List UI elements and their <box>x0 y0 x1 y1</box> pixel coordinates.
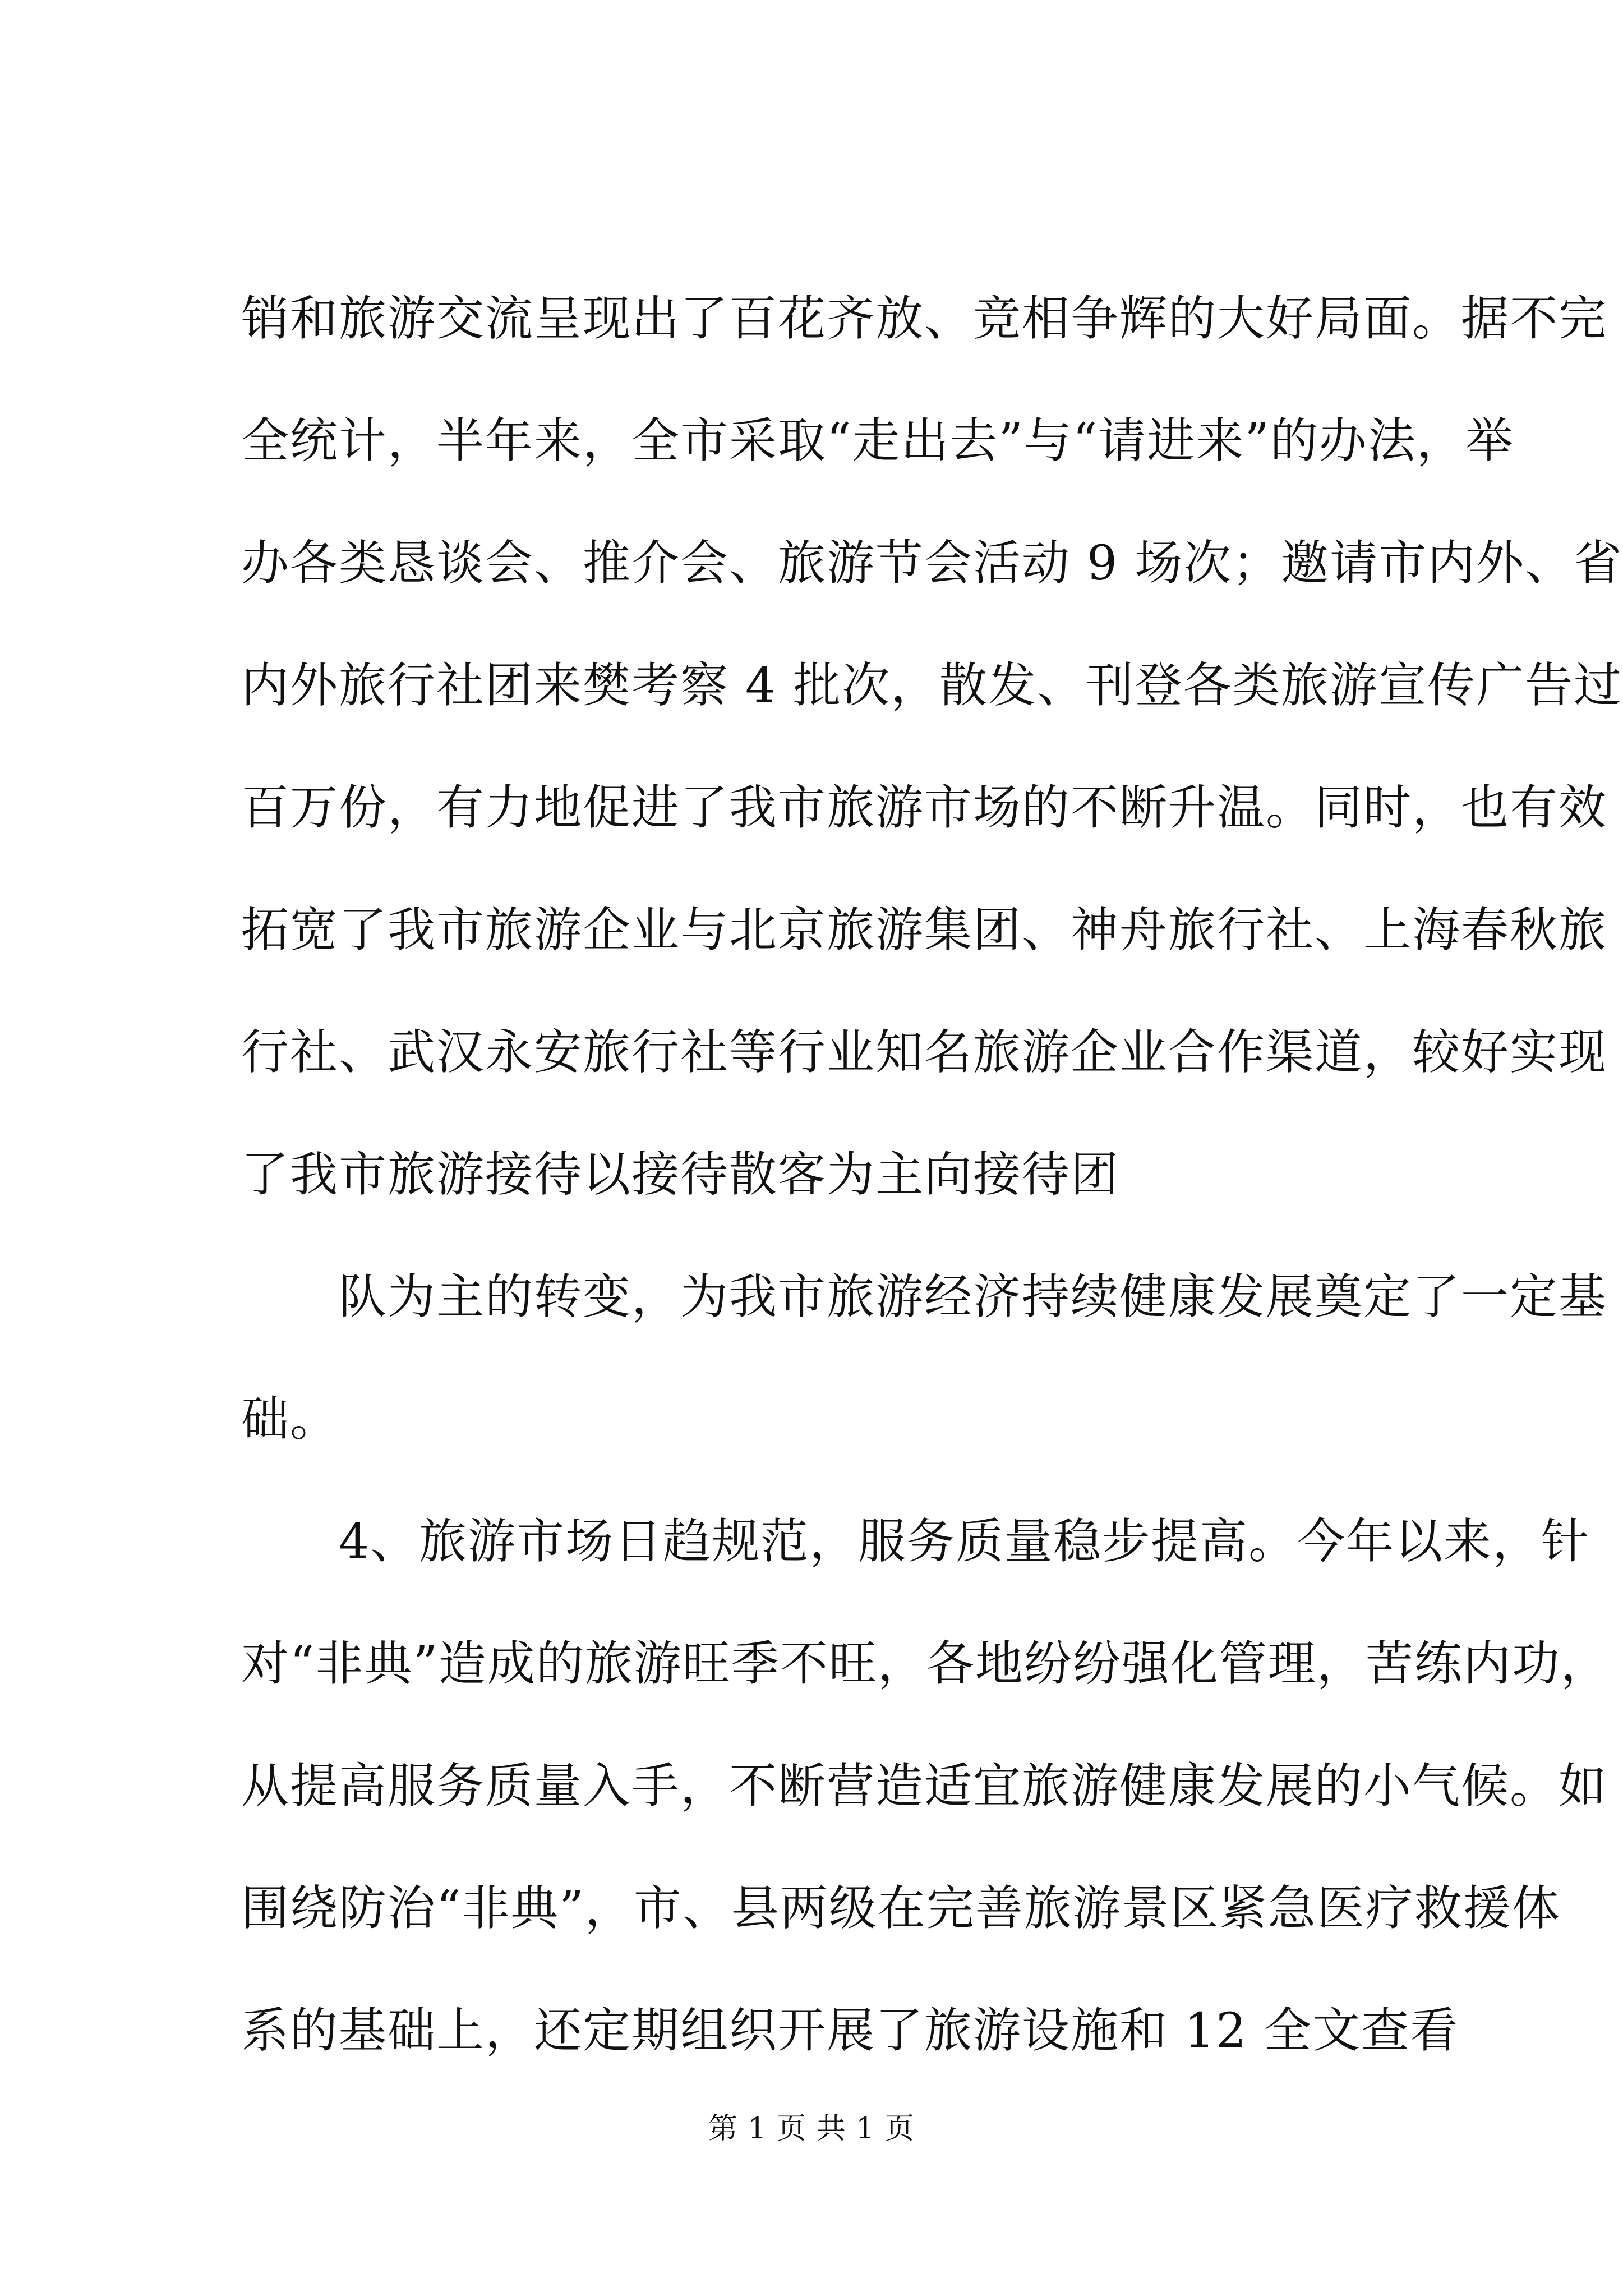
page-footer: 第 1 页 共 1 页 <box>708 2112 915 2146</box>
text-line: 础。 <box>241 1392 339 1447</box>
text-line: 4、旅游市场日趋规范，服务质量稳步提高。今年以来，针 <box>241 1514 1590 1570</box>
text-line: 内外旅行社团来樊考察 4 批次，散发、刊登各类旅游宣传广告过 <box>241 658 1623 714</box>
text-line: 拓宽了我市旅游企业与北京旅游集团、神舟旅行社、上海春秋旅 <box>241 903 1608 958</box>
text-line: 销和旅游交流呈现出了百花齐放、竞相争辉的大好局面。据不完 <box>241 291 1608 347</box>
text-line: 对“非典”造成的旅游旺季不旺，各地纷纷强化管理，苦练内功， <box>241 1636 1610 1692</box>
text-line: 百万份，有力地促进了我市旅游市场的不断升温。同时，也有效 <box>241 780 1608 836</box>
text-line: 行社、武汉永安旅行社等行业知名旅游企业合作渠道，较好实现 <box>241 1025 1608 1080</box>
text-line: 了我市旅游接待以接待散客为主向接待团 <box>241 1147 1120 1203</box>
text-line: 队为主的转变，为我市旅游经济持续健康发展奠定了一定基 <box>241 1269 1608 1325</box>
text-line: 从提高服务质量入手，不断营造适宜旅游健康发展的小气候。如 <box>241 1759 1608 1814</box>
text-line: 全统计，半年来，全市采取“走出去”与“请进来”的办法，举 <box>241 413 1514 469</box>
text-line: 系的基础上，还定期组织开展了旅游设施和 12 全文查看 <box>241 2003 1459 2059</box>
document-body <box>241 258 1623 2092</box>
text-line: 办各类恳谈会、推介会、旅游节会活动 9 场次；邀请市内外、省 <box>241 536 1623 591</box>
text-line: 围绕防治“非典”，市、县两级在完善旅游景区紧急医疗救援体 <box>241 1881 1561 1936</box>
